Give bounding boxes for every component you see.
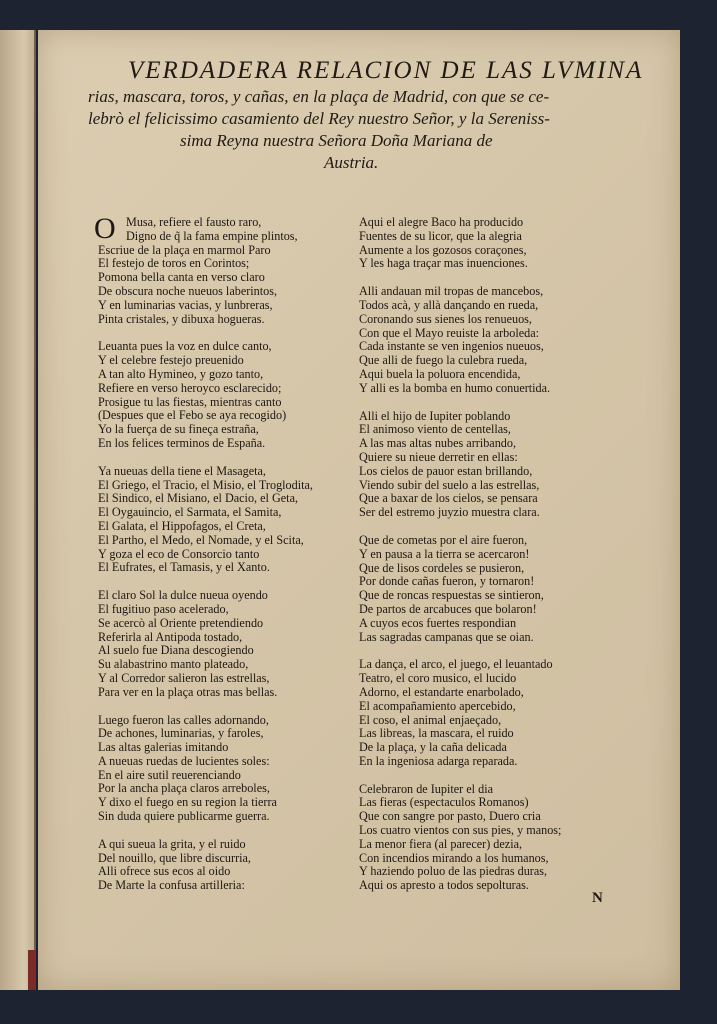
verse-line: Que con sangre por pasto, Duero cria bbox=[359, 809, 541, 824]
catchword: N bbox=[592, 890, 603, 906]
verse-line: El claro Sol la dulce nueua oyendo bbox=[98, 588, 268, 603]
title-line-4: sima Reyna nuestra Señora Doña Mariana de bbox=[180, 131, 493, 150]
verse-line: Aumente a los gozosos coraçones, bbox=[359, 242, 527, 257]
stanza bbox=[359, 410, 619, 520]
title-line-2: rias, mascara, toros, y cañas, en la plaça de Madrid, con que se ce- bbox=[88, 87, 550, 106]
verse-line: Quiere su nieue derretir en ellas: bbox=[359, 449, 518, 464]
verse-line: A tan alto Hymineo, y gozo tanto, bbox=[98, 366, 264, 381]
verse-line: Y haziendo poluo de las piedras duras, bbox=[359, 864, 548, 879]
verse-line: Aqui os apresto a todos sepolturas. bbox=[359, 878, 529, 893]
verse-line: Alli el hijo de Iupiter poblando bbox=[359, 408, 511, 423]
stanza bbox=[98, 838, 353, 893]
stanza bbox=[98, 589, 353, 699]
stanza bbox=[359, 285, 619, 395]
verse-line: Escriue de la plaça en marmol Paro bbox=[98, 242, 271, 257]
verse-line: El Griego, el Tracio, el Misio, el Troglodita, bbox=[98, 477, 313, 492]
verse-line: El Galata, el Hippofagos, el Creta, bbox=[98, 518, 266, 533]
verse-text: Digno de q̃ la fama empine plintos, bbox=[126, 228, 298, 243]
verse-line: Las sagradas campanas que se oian. bbox=[359, 629, 534, 644]
stanza bbox=[98, 714, 353, 824]
verse-line: A las mas altas nubes arribando, bbox=[359, 436, 517, 451]
facing-page-edge bbox=[0, 30, 36, 990]
verse-line: Que alli de fuego la culebra rueda, bbox=[359, 353, 528, 368]
verse-line: Pinta cristales, y dibuxa hogueras. bbox=[98, 311, 265, 326]
verse-line: Teatro, el coro musico, el lucido bbox=[359, 671, 517, 686]
verse-line: El Eufrates, el Tamasis, y el Xanto. bbox=[98, 560, 270, 575]
verse-line: Y dixo el fuego en su region la tierra bbox=[98, 795, 277, 810]
verse-line: Sin duda quiere publicarme guerra. bbox=[98, 809, 270, 824]
verse-line: Adorno, el estandarte enarbolado, bbox=[359, 684, 524, 699]
verse-line: Alli andauan mil tropas de mancebos, bbox=[359, 284, 544, 299]
verse-line bbox=[98, 230, 353, 244]
verse-line: En los felices terminos de España. bbox=[98, 435, 266, 450]
binding-ribbon bbox=[28, 950, 36, 990]
verse-line: Ya nueuas della tiene el Masageta, bbox=[98, 463, 266, 478]
verse-line: Para ver en la plaça otras mas bellas. bbox=[98, 684, 278, 699]
verse-line: Las altas galerias imitando bbox=[98, 740, 229, 755]
stanza bbox=[359, 658, 619, 768]
verse-line: La menor fiera (al parecer) dezia, bbox=[359, 836, 523, 851]
verse-line: Yo la fuerça de su fineça estraña, bbox=[98, 422, 259, 437]
verse-line: A nueuas ruedas de lucientes soles: bbox=[98, 753, 270, 768]
left-column bbox=[94, 212, 353, 907]
verse-line: El Sindico, el Misiano, el Dacio, el Geta, bbox=[98, 491, 299, 506]
verse-text: Musa, refiere el fausto raro, bbox=[126, 215, 262, 229]
right-column bbox=[359, 216, 619, 907]
stanza bbox=[98, 340, 353, 450]
verse-line: Que de roncas respuestas se sintieron, bbox=[359, 588, 544, 603]
verse-line: Que de cometas por el aire fueron, bbox=[359, 532, 528, 547]
verse-line: En el aire sutil reuerenciando bbox=[98, 767, 241, 782]
verse-line: Y alli es la bomba en humo conuertida. bbox=[359, 380, 551, 395]
verse-line: El Oygauincio, el Sarmata, el Samita, bbox=[98, 505, 282, 520]
verse-line: Aqui buela la poluora encendida, bbox=[359, 366, 521, 381]
verse-line: La dança, el arco, el juego, el leuantado bbox=[359, 657, 553, 672]
verse-line: Aqui el alegre Baco ha producido bbox=[359, 215, 524, 229]
verse-line: Y al Corredor salieron las estrellas, bbox=[98, 670, 270, 685]
stanza bbox=[359, 534, 619, 644]
verse-line: El festejo de toros en Corintos; bbox=[98, 256, 250, 271]
verse-line: Referirla al Antipoda tostado, bbox=[98, 629, 243, 644]
title-line-3: lebrò el felicissimo casamiento del Rey nuestro Señor, y la Sereniss- bbox=[88, 109, 550, 128]
verse-line: Las libreas, la mascara, el ruido bbox=[359, 726, 514, 741]
verse-line: El acompañamiento apercebido, bbox=[359, 698, 516, 713]
verse-line: Los cuatro vientos con sus pies, y manos; bbox=[359, 823, 562, 838]
verse-line: Y el celebre festejo preuenido bbox=[98, 353, 244, 368]
verse-line: Viendo subir del suelo a las estrellas, bbox=[359, 477, 540, 492]
verse-line: Los cielos de pauor estan brillando, bbox=[359, 463, 533, 478]
page-title bbox=[88, 56, 648, 174]
verse-line: Las fieras (espectaculos Romanos) bbox=[359, 795, 529, 810]
title-line-1: VERDADERA RELACION DE LAS LVMINA bbox=[128, 57, 644, 84]
verse-line: Leuanta pues la voz en dulce canto, bbox=[98, 339, 272, 354]
verse-line: Que a baxar de los cielos, se pensara bbox=[359, 491, 538, 506]
verse-line: El fugitiuo paso acelerado, bbox=[98, 601, 229, 616]
verse-line: Fuentes de su licor, que la alegria bbox=[359, 228, 522, 243]
verse-line: (Despues que el Febo se aya recogido) bbox=[98, 408, 287, 423]
verse-line: En la ingeniosa adarga reparada. bbox=[359, 753, 518, 768]
verse-line: A cuyos ecos fuertes respondian bbox=[359, 615, 517, 630]
stanza bbox=[359, 783, 619, 893]
verse-line: El coso, el animal enjaeçado, bbox=[359, 712, 502, 727]
stanza bbox=[98, 465, 353, 575]
verse-line: De achones, luminarias, y faroles, bbox=[98, 726, 264, 741]
verse-line: Y goza el eco de Consorcio tanto bbox=[98, 546, 260, 561]
verse-line: De la plaça, y la caña delicada bbox=[359, 740, 507, 755]
verse-line: Ser del estremo juyzio muestra clara. bbox=[359, 505, 540, 520]
verse-line: Con incendios mirando a los humanos, bbox=[359, 850, 549, 865]
verse-line: A qui sueua la grita, y el ruido bbox=[98, 836, 246, 851]
title-line-5: Austria. bbox=[324, 153, 379, 172]
verse-line: Al suelo fue Diana descogiendo bbox=[98, 643, 254, 658]
verse-line: Por donde cañas fueron, y tornaron! bbox=[359, 574, 535, 589]
verse-line: Y les haga traçar mas inuenciones. bbox=[359, 256, 528, 271]
verse-line: Celebraron de Iupiter el dia bbox=[359, 781, 494, 796]
verse-line: Y en luminarias vacias, y lunbreras, bbox=[98, 297, 273, 312]
verse-line: Del nouillo, que libre discurria, bbox=[98, 850, 251, 865]
verse-line: Prosigue tu las fiestas, mientras canto bbox=[98, 394, 282, 409]
verse-line: De Marte la confusa artilleria: bbox=[98, 878, 245, 893]
verse-line: Pomona bella canta en verso claro bbox=[98, 270, 265, 285]
verse-line: Luego fueron las calles adornando, bbox=[98, 712, 269, 727]
verse-line: El Partho, el Medo, el Nomade, y el Scita, bbox=[98, 532, 304, 547]
verse-line: De obscura noche nueuos laberintos, bbox=[98, 283, 278, 298]
verse-line: Refiere en verso heroyco esclarecido; bbox=[98, 380, 282, 395]
verse-line: Todos acà, y allà dançando en rueda, bbox=[359, 297, 539, 312]
verse-line: Se acercò al Oriente pretendiendo bbox=[98, 615, 264, 630]
verse-line: Con que el Mayo reuiste la arboleda: bbox=[359, 325, 540, 340]
verse-line: Coronando sus sienes los renueuos, bbox=[359, 311, 532, 326]
stanza bbox=[359, 216, 619, 271]
verse-line: El animoso viento de centellas, bbox=[359, 422, 511, 437]
verse-line: Y en pausa a la tierra se acercaron! bbox=[359, 546, 530, 561]
drop-cap: O bbox=[94, 212, 116, 245]
verse-line: Que de lisos cordeles se pusieron, bbox=[359, 560, 525, 575]
verse-line: Alli ofrece sus ecos al oido bbox=[98, 864, 231, 879]
verse-line: Por la ancha plaça claros arreboles, bbox=[98, 781, 270, 796]
verse-line: Cada instante se ven ingenios nueuos, bbox=[359, 339, 544, 354]
stanza bbox=[94, 212, 353, 326]
verse-line: De partos de arcabuces que bolaron! bbox=[359, 601, 537, 616]
verse-line: Su alabastrino manto plateado, bbox=[98, 657, 249, 672]
